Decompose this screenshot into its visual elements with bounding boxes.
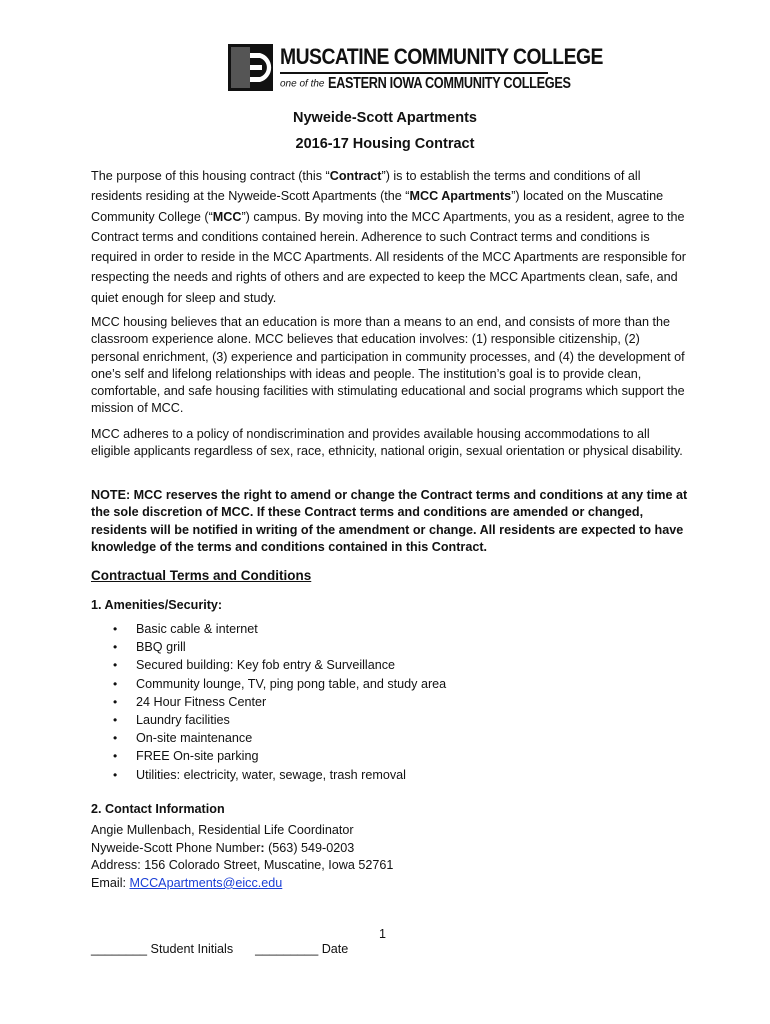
bullet-icon: • bbox=[113, 731, 118, 746]
email-link[interactable]: MCCApartments@eicc.edu bbox=[129, 875, 283, 890]
list-item bbox=[113, 747, 446, 765]
bullet-icon: • bbox=[113, 712, 118, 727]
page-number: 1 bbox=[379, 927, 387, 941]
bullet-icon: • bbox=[113, 694, 118, 709]
list-item-text: FREE On-site parking bbox=[136, 749, 259, 764]
intro-term-mcc: MCC bbox=[212, 209, 242, 224]
list-item-text: Secured building: Key fob entry & Surveillance bbox=[136, 658, 396, 673]
section-heading: Contractual Terms and Conditions bbox=[91, 568, 312, 583]
initials-label: Student Initials bbox=[147, 942, 234, 956]
intro-text-c: ”) is to establish the terms and conditions of all residents residing at the Nyweide-Scott Apartments (the “ bbox=[91, 169, 641, 204]
logo-divider bbox=[280, 72, 548, 74]
document-subtitle: 2016-17 Housing Contract bbox=[295, 136, 475, 152]
list-item bbox=[113, 711, 446, 729]
list-item bbox=[113, 620, 446, 638]
list-item-text: BBQ grill bbox=[136, 640, 186, 655]
document-title: Nyweide-Scott Apartments bbox=[293, 110, 477, 126]
email-label: Email: bbox=[91, 875, 130, 890]
contact-phone bbox=[91, 840, 393, 858]
date-label: Date bbox=[318, 942, 349, 956]
education-paragraph: MCC housing believes that an education is more than a means to an end, and consists of more than the classroom experience alone. MCC believes that education involves: (1) responsible citizenship, (2) personal enrichment, (3) experience and participation in community processes, and (4) the development of one’s self and lifelong relationships with ideas and people. The institution’s goal is to provide clean, comfortable, and safe housing facilities with stimulating educational and social programs which support the mission of MCC. bbox=[91, 315, 685, 416]
list-item bbox=[113, 729, 446, 747]
amenities-heading: 1. Amenities/Security: bbox=[91, 598, 223, 612]
logo-subtitle bbox=[280, 75, 624, 93]
logo-subtitle-prefix: one of the bbox=[280, 78, 325, 90]
footer-signoff bbox=[91, 942, 348, 956]
bullet-icon: • bbox=[113, 749, 118, 764]
list-item-text: Laundry facilities bbox=[136, 712, 230, 727]
logo-subtitle-main: EASTERN IOWA COMMUNITY COLLEGES bbox=[328, 75, 572, 92]
intro-paragraph bbox=[91, 166, 691, 308]
bullet-icon: • bbox=[113, 622, 118, 636]
bullet-icon: • bbox=[113, 767, 118, 782]
bullet-icon: • bbox=[113, 676, 118, 691]
contact-info bbox=[91, 822, 393, 892]
list-item-text: On-site maintenance bbox=[136, 731, 253, 746]
initials-blank: ________ bbox=[91, 942, 148, 956]
phone-value: (563) 549-0203 bbox=[264, 840, 355, 855]
intro-text-a: The purpose of this housing contract (this “ bbox=[91, 169, 330, 183]
intro-term-contract: Contract bbox=[329, 169, 382, 183]
contact-email bbox=[91, 875, 393, 893]
bullet-icon: • bbox=[113, 640, 118, 655]
contact-coordinator: Angie Mullenbach, Residential Life Coordinator bbox=[91, 823, 354, 837]
amenities-list bbox=[113, 620, 446, 784]
college-logo bbox=[228, 44, 603, 94]
logo-title: MUSCATINE COMMUNITY COLLEGE bbox=[280, 44, 603, 69]
nondiscrimination-paragraph: MCC adheres to a policy of nondiscrimination and provides available housing accommodations to all eligible applicants regardless of sex, race, ethnicity, national origin, sexual orientation or physical disability. bbox=[91, 427, 683, 459]
phone-colon: : bbox=[260, 840, 265, 855]
list-item bbox=[113, 766, 446, 784]
list-item bbox=[113, 656, 446, 674]
intro-term-mcc-apartments: MCC Apartments bbox=[409, 189, 512, 204]
date-blank: _________ bbox=[255, 942, 319, 956]
bullet-icon: • bbox=[113, 658, 118, 673]
list-item bbox=[113, 693, 446, 711]
contact-address: Address: 156 Colorado Street, Muscatine, Iowa 52761 bbox=[91, 858, 394, 873]
note-paragraph: NOTE: MCC reserves the right to amend or change the Contract terms and conditions at any time at the sole discretion of MCC. If these Contract terms and conditions are amended or changed, residents will be notified in writing of the amendment or change. All residents are expected to have knowledge of the terms and conditions contained in this Contract. bbox=[91, 488, 688, 554]
list-item-text: Community lounge, TV, ping pong table, and study area bbox=[136, 676, 447, 691]
college-logo-mark-icon bbox=[228, 44, 273, 91]
list-item bbox=[113, 638, 446, 656]
phone-label: Nyweide-Scott Phone Number bbox=[91, 840, 261, 855]
contact-heading: 2. Contact Information bbox=[91, 802, 225, 816]
list-item-text: Utilities: electricity, water, sewage, trash removal bbox=[136, 767, 406, 782]
list-item-text: 24 Hour Fitness Center bbox=[136, 694, 267, 709]
list-item bbox=[113, 675, 446, 693]
intro-text-g: ”) campus. By moving into the MCC Apartments, you as a resident, agree to the Contract terms and conditions contained herein. Adherence to such Contract terms and conditions is required in order to reside in the MCC Apartments. All residents of the MCC Apartments are responsible for respecting the needs and rights of others and are expected to keep the MCC Apartments clean, safe, and quiet enough for sleep and study. bbox=[91, 209, 686, 305]
list-item-text: Basic cable & internet bbox=[136, 622, 258, 636]
intro-text-e: ”) located on the Muscatine Community College (“ bbox=[91, 189, 664, 224]
